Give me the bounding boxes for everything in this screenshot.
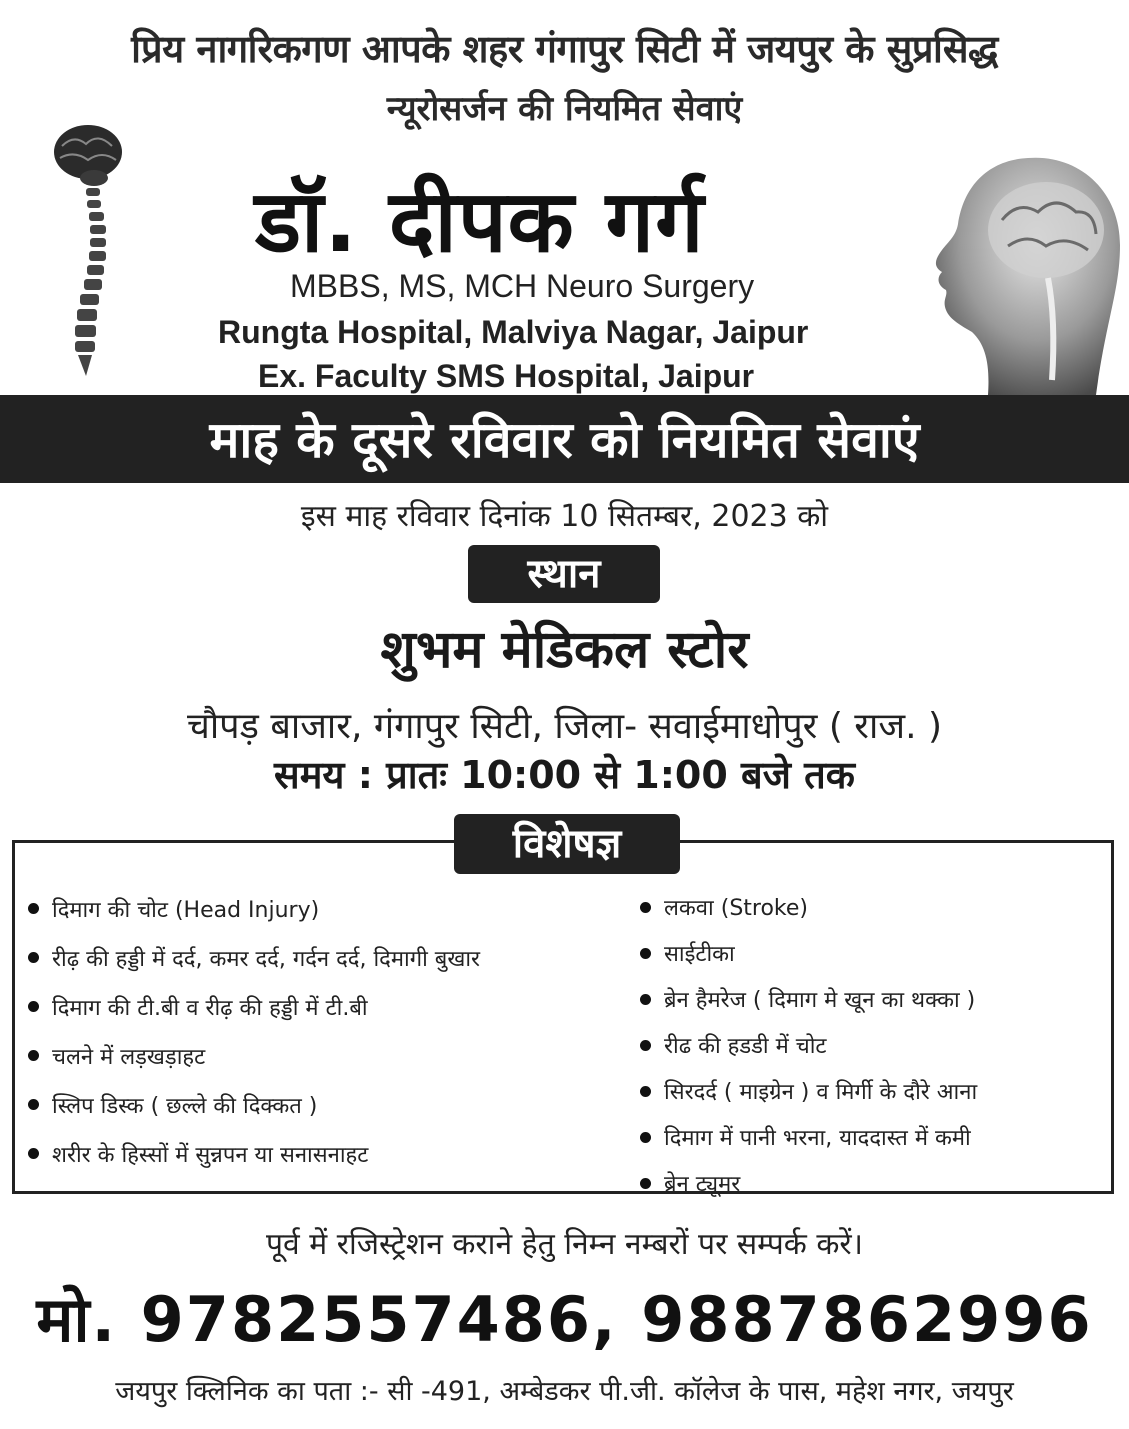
- list-item: रीढ़ की हड्डी में दर्द, कमर दर्द, गर्दन दर्द, दिमागी बुखार: [28, 933, 618, 982]
- doctor-ex-faculty: Ex. Faculty SMS Hospital, Jaipur: [258, 358, 755, 394]
- venue-store: शुभम मेडिकल स्टोर: [380, 620, 749, 680]
- list-item: स्लिप डिस्क ( छल्ले की दिक्कत ): [28, 1080, 618, 1129]
- list-item: चलने में लड़खड़ाहट: [28, 1031, 618, 1080]
- bullet-icon: [640, 948, 651, 959]
- list-item: शरीर के हिस्सों में सुन्नपन या सनासनाहट: [28, 1129, 618, 1178]
- phone-numbers: मो. 9782557486, 9887862996: [36, 1283, 1093, 1356]
- bullet-icon: [640, 1178, 651, 1189]
- list-item: लकवा (Stroke): [640, 884, 1110, 930]
- doctor-hospital: Rungta Hospital, Malviya Nagar, Jaipur: [218, 314, 809, 350]
- doctor-qualifications: MBBS, MS, MCH Neuro Surgery: [290, 268, 755, 304]
- bullet-icon: [640, 1086, 651, 1097]
- list-item: दिमाग की टी.बी व रीढ़ की हड्डी में टी.बी: [28, 982, 618, 1031]
- list-item: सिरदर्द ( माइग्रेन ) व मिर्गी के दौरे आना: [640, 1068, 1110, 1114]
- head-brain-icon: [928, 150, 1123, 395]
- bullet-icon: [28, 903, 39, 914]
- bullet-icon: [28, 1099, 39, 1110]
- spine-brain-icon: [40, 120, 130, 380]
- bullet-icon: [28, 1001, 39, 1012]
- intro-line-1: प्रिय नागरिकगण आपके शहर गंगापुर सिटी में जयपुर के सुप्रसिद्ध: [131, 27, 998, 71]
- venue-label: स्थान: [468, 545, 660, 603]
- schedule-date: इस माह रविवार दिनांक 10 सितम्बर, 2023 को: [300, 499, 829, 534]
- bullet-icon: [28, 952, 39, 963]
- clinic-address: जयपुर क्लिनिक का पता :- सी -491, अम्बेडकर पी.जी. कॉलेज के पास, महेश नगर, जयपुर: [115, 1376, 1014, 1407]
- bullet-icon: [28, 1148, 39, 1159]
- specialties-label: विशेषज्ञ: [454, 814, 680, 874]
- list-item: ब्रेन ट्यूमर: [640, 1160, 1110, 1206]
- list-item: दिमाग में पानी भरना, याददास्त में कमी: [640, 1114, 1110, 1160]
- registration-note: पूर्व में रजिस्ट्रेशन कराने हेतु निम्न नम्बरों पर सम्पर्क करें।: [265, 1227, 864, 1262]
- bullet-icon: [640, 1040, 651, 1051]
- bullet-icon: [640, 1132, 651, 1143]
- list-item: दिमाग की चोट (Head Injury): [28, 884, 618, 933]
- list-item: ब्रेन हैमरेज ( दिमाग मे खून का थक्का ): [640, 976, 1110, 1022]
- schedule-banner-text: माह के दूसरे रविवार को नियमित सेवाएं: [209, 411, 920, 469]
- intro-line-2: न्यूरोसर्जन की नियमित सेवाएं: [386, 89, 743, 129]
- bullet-icon: [640, 994, 651, 1005]
- specialties-left-list: [28, 884, 618, 1178]
- bullet-icon: [28, 1050, 39, 1061]
- list-item: साईटीका: [640, 930, 1110, 976]
- list-item: रीढ की हडडी में चोट: [640, 1022, 1110, 1068]
- bullet-icon: [640, 902, 651, 913]
- venue-timing: समय : प्रातः 10:00 से 1:00 बजे तक: [274, 753, 855, 797]
- specialties-right-list: [640, 884, 1110, 1206]
- doctor-name: डॉ. दीपक गर्ग: [255, 172, 705, 272]
- venue-address: चौपड़ बाजार, गंगापुर सिटी, जिला- सवाईमाधोपुर ( राज. ): [186, 706, 943, 747]
